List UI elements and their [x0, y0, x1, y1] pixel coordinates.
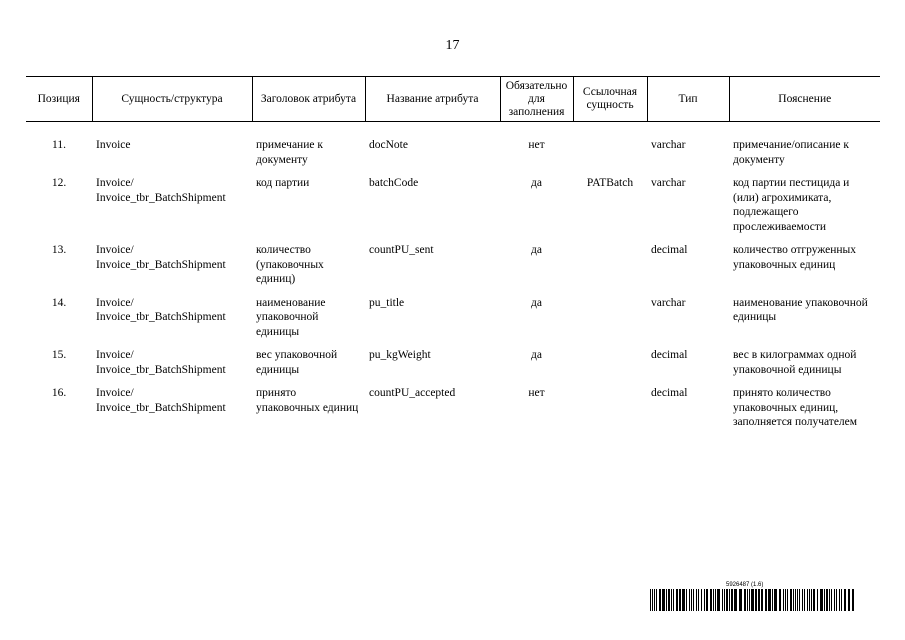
barcode-bar: [787, 589, 788, 611]
barcode-bar: [749, 589, 750, 611]
table-row: [26, 176, 880, 243]
cell-required: да: [531, 177, 542, 189]
entity-line-1: Invoice/: [96, 387, 134, 399]
cell-position: 12.: [51, 177, 67, 189]
barcode-text: 5926487 (1.6): [726, 582, 764, 588]
barcode-bar: [817, 589, 818, 611]
header-attr-title: Заголовок атрибута: [252, 77, 365, 122]
barcode-icon: [650, 589, 857, 611]
cell-ref-entity: [573, 138, 647, 176]
cell-entity: [92, 138, 252, 176]
header-note: Пояснение: [729, 77, 880, 122]
barcode-bar: [724, 589, 725, 611]
cell-type: varchar: [651, 296, 686, 309]
entity-line-1: Invoice/: [96, 177, 134, 189]
table-row: [26, 243, 880, 296]
barcode-bar: [734, 589, 737, 611]
cell-entity: [92, 386, 252, 439]
entity-line-1: Invoice/: [96, 296, 134, 309]
barcode-bar: [668, 589, 670, 611]
barcode-bar: [824, 589, 825, 611]
barcode-bar: [739, 589, 742, 611]
cell-ref-entity: [573, 386, 647, 439]
barcode-bar: [682, 589, 685, 611]
entity-line-2: Invoice_tbr_BatchShipment: [96, 363, 226, 376]
cell-attr-title: код партии: [256, 177, 310, 189]
cell-note: наименование упаковочной единицы: [733, 296, 868, 323]
entity-line-1: Invoice/: [96, 244, 134, 256]
barcode-bar: [826, 589, 828, 611]
header-type: Тип: [647, 77, 729, 122]
barcode-bar: [774, 589, 777, 611]
attribute-table: [26, 76, 880, 439]
barcode-bar: [751, 589, 754, 611]
barcode-bar: [729, 589, 730, 611]
barcode-bar: [755, 589, 757, 611]
cell-attr-title: наименование упаковочной единицы: [256, 296, 326, 338]
barcode-bar: [785, 589, 786, 611]
cell-type: decimal: [651, 387, 688, 399]
table-row: [26, 348, 880, 386]
barcode-bar: [662, 589, 665, 611]
cell-ref-entity: [573, 348, 647, 386]
barcode-bar: [795, 589, 796, 611]
barcode-bar: [666, 589, 667, 611]
cell-attr-name: pu_kgWeight: [369, 349, 431, 361]
cell-note: принято количество упаковочных единиц, заполняется получателем: [733, 387, 858, 428]
cell-ref-entity: PATBatch: [586, 177, 634, 189]
barcode-bar: [809, 589, 810, 611]
header-entity: Сущность/структура: [92, 77, 252, 122]
cell-required: нет: [528, 139, 545, 151]
barcode-bar: [713, 589, 714, 611]
barcode-bar: [704, 589, 705, 611]
barcode-bar: [717, 589, 720, 611]
barcode-bar: [829, 589, 830, 611]
cell-entity: [92, 176, 252, 243]
barcode-bar: [693, 589, 694, 611]
entity-line-2: Invoice_tbr_BatchShipment: [96, 258, 226, 271]
barcode-bar: [852, 589, 854, 611]
cell-ref-entity: [573, 243, 647, 296]
barcode-bar: [811, 589, 812, 611]
barcode-bar: [772, 589, 773, 611]
cell-note: примечание/описание к документу: [733, 139, 849, 166]
barcode-bar: [659, 589, 661, 611]
cell-entity: [92, 243, 252, 296]
entity-line-2: Invoice_tbr_BatchShipment: [96, 311, 226, 323]
cell-note: код партии пестицида и (или) агрохимиката, подлежащего прослеживаемости: [733, 177, 850, 233]
cell-attr-name: docNote: [369, 139, 408, 151]
cell-attr-name: batchCode: [369, 177, 419, 189]
cell-attr-title: примечание к документу: [256, 139, 323, 166]
barcode-bar: [650, 589, 651, 611]
cell-required: да: [531, 349, 542, 361]
cell-position: 13.: [51, 244, 67, 256]
cell-entity: [92, 348, 252, 386]
barcode-bar: [731, 589, 733, 611]
cell-note: количество отгруженных упаковочных единиц: [733, 244, 856, 271]
table-header-row: [26, 77, 880, 122]
barcode-bar: [686, 589, 687, 611]
barcode-bar: [779, 589, 781, 611]
cell-entity: [92, 296, 252, 349]
header-position: Позиция: [26, 77, 92, 122]
cell-attr-title: количество (упаковочных единиц): [256, 244, 324, 285]
entity-line-1: Invoice/: [96, 349, 134, 361]
barcode-bar: [802, 589, 803, 611]
barcode-bar: [744, 589, 746, 611]
barcode-bar: [790, 589, 792, 611]
barcode-bar: [848, 589, 850, 611]
barcode-bar: [747, 589, 748, 611]
barcode-bar: [765, 589, 767, 611]
barcode-bar: [813, 589, 815, 611]
table-row: [26, 296, 880, 349]
barcode-bar: [834, 589, 835, 611]
barcode-bar: [797, 589, 798, 611]
page-number: 17: [445, 38, 460, 53]
cell-position: 16.: [51, 387, 67, 399]
header-required: Обязательно для заполнения: [500, 77, 573, 122]
entity-line-2: Invoice_tbr_BatchShipment: [96, 401, 226, 414]
barcode-bar: [689, 589, 690, 611]
barcode-bar: [793, 589, 794, 611]
barcode-bar: [820, 589, 823, 611]
barcode: [650, 582, 857, 612]
table-row: [26, 138, 880, 176]
barcode-bar: [844, 589, 846, 611]
entity-line-1: Invoice: [96, 139, 131, 151]
barcode-bar: [804, 589, 805, 611]
barcode-bar: [715, 589, 716, 611]
header-attr-name: Название атрибута: [365, 77, 500, 122]
barcode-bar: [807, 589, 808, 611]
barcode-bar: [758, 589, 760, 611]
cell-type: decimal: [651, 244, 688, 256]
barcode-bar: [701, 589, 702, 611]
cell-position: 14.: [51, 296, 67, 309]
barcode-bar: [831, 589, 832, 611]
cell-position: 15.: [51, 349, 67, 361]
barcode-bar: [710, 589, 712, 611]
barcode-bar: [706, 589, 708, 611]
table-row: [26, 386, 880, 439]
barcode-bar: [671, 589, 672, 611]
barcode-bar: [673, 589, 674, 611]
barcode-bar: [652, 589, 653, 611]
barcode-bar: [836, 589, 837, 611]
cell-ref-entity: [573, 296, 647, 349]
cell-required: да: [531, 296, 542, 309]
barcode-bar: [676, 589, 678, 611]
barcode-bar: [722, 589, 723, 611]
barcode-bar: [654, 589, 655, 611]
cell-attr-name: pu_title: [369, 296, 405, 309]
barcode-bar: [696, 589, 697, 611]
cell-attr-title: вес упаковочной единицы: [256, 349, 338, 376]
entity-line-2: Invoice_tbr_BatchShipment: [96, 191, 226, 204]
barcode-bar: [679, 589, 681, 611]
cell-note: вес в килограммах одной упаковочной единицы: [733, 349, 857, 376]
barcode-bar: [783, 589, 784, 611]
cell-required: нет: [528, 387, 545, 399]
cell-position: 11.: [52, 139, 66, 151]
header-ref-entity: Ссылочная сущность: [573, 77, 647, 122]
cell-type: varchar: [651, 177, 686, 189]
barcode-bar: [839, 589, 840, 611]
barcode-bar: [768, 589, 771, 611]
barcode-bar: [691, 589, 692, 611]
cell-attr-title: принято упаковочных единиц: [256, 387, 359, 414]
barcode-bar: [761, 589, 763, 611]
barcode-bar: [698, 589, 699, 611]
cell-type: decimal: [651, 349, 688, 361]
cell-type: varchar: [651, 139, 686, 151]
barcode-bar: [799, 589, 800, 611]
barcode-bar: [726, 589, 728, 611]
cell-attr-name: countPU_accepted: [369, 387, 456, 399]
barcode-bar: [656, 589, 657, 611]
barcode-bar: [841, 589, 842, 611]
cell-required: да: [531, 244, 542, 256]
cell-attr-name: countPU_sent: [369, 244, 434, 256]
